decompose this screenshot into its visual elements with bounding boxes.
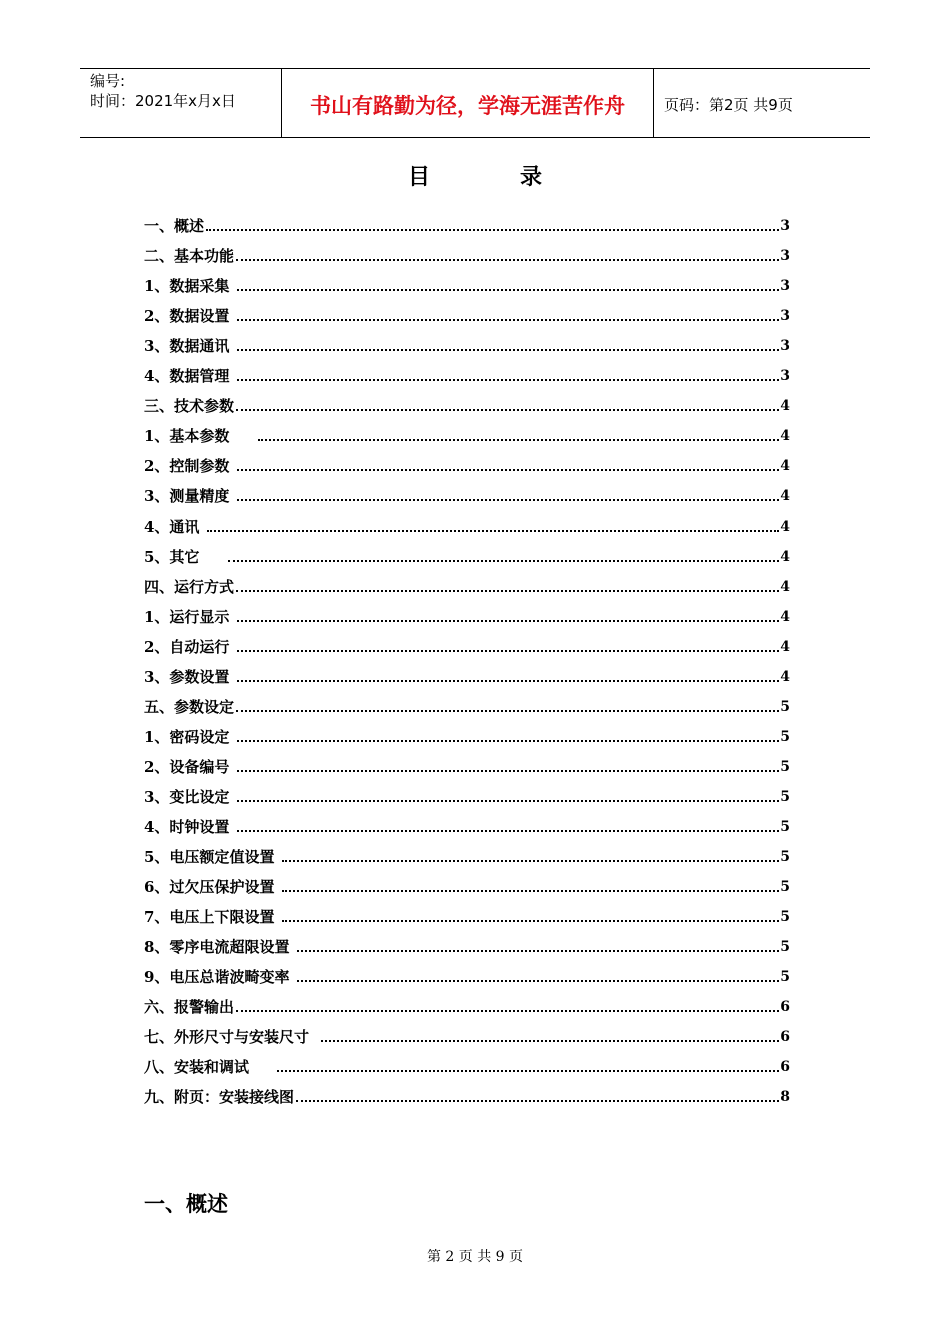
toc-entry-title: 1、基本参数: [144, 427, 256, 446]
header-meta: [80, 69, 281, 137]
toc-entry-title: 五、参数设定: [144, 697, 235, 716]
toc-leader-dots: [237, 680, 780, 682]
toc-leader-dots: [282, 920, 780, 922]
toc-entry[interactable]: [144, 391, 790, 421]
page-footer: 第 2 页 共 9 页: [426, 1249, 524, 1265]
toc-entry-page: 5: [780, 849, 790, 866]
toc-leader-dots: [321, 1040, 779, 1042]
toc-entry-title: 六、报警输出: [144, 998, 235, 1017]
toc-leader-dots: [228, 560, 780, 562]
toc-entry-page: 5: [780, 698, 790, 715]
toc-entry[interactable]: [144, 662, 790, 692]
toc-entry-title: 5、其它: [144, 547, 226, 566]
section-heading: 一、概述: [144, 1191, 228, 1216]
toc-entry[interactable]: [144, 752, 790, 782]
toc-entry-page: 5: [780, 758, 790, 775]
toc-entry-title: 一、概述: [144, 217, 205, 236]
toc-entry-title: 5、电压额定值设置: [144, 848, 280, 867]
toc-entry-title: 九、附页：安装接线图: [144, 1088, 295, 1107]
toc-leader-dots: [237, 770, 780, 772]
toc-entry-page: 4: [780, 638, 790, 655]
toc-leader-dots: [236, 409, 779, 411]
toc-entry-title: 3、变比设定: [144, 787, 235, 806]
toc-entry[interactable]: [144, 1082, 790, 1112]
toc-leader-dots: [237, 800, 780, 802]
toc-leader-dots: [206, 229, 779, 231]
toc-entry-page: 3: [780, 218, 790, 235]
toc-entry[interactable]: [144, 542, 790, 572]
toc-entry-title: 四、运行方式: [144, 577, 235, 596]
toc-entry-page: 5: [780, 728, 790, 745]
toc-leader-dots: [237, 650, 780, 652]
toc-leader-dots: [237, 469, 780, 471]
toc-entry-title: 1、密码设定: [144, 727, 235, 746]
table-of-contents: [144, 211, 790, 1112]
toc-entry-title: 9、电压总谐波畸变率: [144, 968, 295, 987]
toc-title: [0, 160, 950, 191]
toc-entry-page: 4: [780, 428, 790, 445]
toc-leader-dots: [237, 289, 780, 291]
toc-entry-page: 4: [780, 458, 790, 475]
toc-entry-title: 4、通讯: [144, 517, 205, 536]
header-page-info: 页码：第2页 共9页: [664, 95, 793, 114]
toc-leader-dots: [282, 890, 780, 892]
toc-leader-dots: [282, 860, 780, 862]
toc-entry[interactable]: [144, 872, 790, 902]
document-time-label: 时间：2021年x月x日: [90, 92, 236, 110]
toc-entry-title: 3、数据通讯: [144, 337, 235, 356]
toc-entry-page: 3: [780, 308, 790, 325]
toc-entry[interactable]: [144, 932, 790, 962]
toc-entry-page: 4: [780, 668, 790, 685]
toc-entry-page: 5: [780, 818, 790, 835]
toc-entry[interactable]: [144, 481, 790, 511]
toc-entry-title: 2、控制参数: [144, 457, 235, 476]
toc-entry-title: 三、技术参数: [144, 397, 235, 416]
toc-entry[interactable]: [144, 301, 790, 331]
toc-entry[interactable]: [144, 1022, 790, 1052]
toc-entry-title: 3、参数设置: [144, 667, 235, 686]
toc-leader-dots: [277, 1070, 779, 1072]
toc-entry-title: 4、数据管理: [144, 367, 235, 386]
toc-entry-page: 4: [780, 398, 790, 415]
toc-leader-dots: [207, 530, 780, 532]
document-number-label: 编号:: [90, 72, 126, 90]
page-header: [80, 68, 870, 138]
toc-entry[interactable]: [144, 962, 790, 992]
toc-leader-dots: [237, 620, 780, 622]
toc-entry-title: 2、数据设置: [144, 307, 235, 326]
toc-entry[interactable]: [144, 572, 790, 602]
header-motto: 书山有路勤为径，学海无涯苦作舟: [281, 69, 654, 137]
toc-entry-page: 4: [780, 548, 790, 565]
toc-entry[interactable]: [144, 812, 790, 842]
toc-entry-title: 8、零序电流超限设置: [144, 938, 295, 957]
toc-entry-page: 6: [780, 1059, 790, 1076]
toc-leader-dots: [237, 499, 780, 501]
toc-entry[interactable]: [144, 241, 790, 271]
toc-leader-dots: [297, 980, 780, 982]
toc-leader-dots: [236, 710, 779, 712]
toc-title-right: 录: [520, 164, 543, 190]
toc-title-left: 目: [407, 164, 430, 190]
toc-leader-dots: [236, 590, 779, 592]
toc-entry-title: 1、数据采集: [144, 277, 235, 296]
toc-entry[interactable]: [144, 992, 790, 1022]
toc-entry[interactable]: [144, 632, 790, 662]
toc-entry-page: 5: [780, 939, 790, 956]
toc-entry-title: 1、运行显示: [144, 607, 235, 626]
toc-entry-title: 七、外形尺寸与安装尺寸: [144, 1028, 320, 1047]
toc-entry-title: 4、时钟设置: [144, 817, 235, 836]
toc-entry[interactable]: [144, 902, 790, 932]
toc-entry-title: 2、设备编号: [144, 757, 235, 776]
toc-entry-page: 4: [780, 608, 790, 625]
toc-entry[interactable]: [144, 361, 790, 391]
toc-entry-page: 6: [780, 999, 790, 1016]
toc-entry-page: 3: [780, 338, 790, 355]
toc-entry[interactable]: [144, 331, 790, 361]
toc-entry[interactable]: [144, 602, 790, 632]
toc-entry[interactable]: [144, 451, 790, 481]
toc-entry-title: 3、测量精度: [144, 487, 235, 506]
toc-leader-dots: [258, 439, 780, 441]
toc-entry-title: 八、安装和调试: [144, 1058, 276, 1077]
toc-entry-page: 3: [780, 278, 790, 295]
toc-entry-page: 6: [780, 1029, 790, 1046]
toc-leader-dots: [296, 1100, 779, 1102]
toc-entry[interactable]: [144, 511, 790, 541]
toc-entry[interactable]: [144, 1052, 790, 1082]
toc-leader-dots: [237, 379, 780, 381]
toc-entry-page: 5: [780, 788, 790, 805]
toc-entry-title: 二、基本功能: [144, 247, 235, 266]
toc-entry-page: 3: [780, 368, 790, 385]
toc-entry[interactable]: [144, 421, 790, 451]
toc-entry[interactable]: [144, 722, 790, 752]
toc-leader-dots: [237, 740, 780, 742]
toc-entry-page: 4: [780, 578, 790, 595]
toc-entry-page: 8: [780, 1089, 790, 1106]
toc-entry-title: 2、自动运行: [144, 637, 235, 656]
toc-entry[interactable]: [144, 211, 790, 241]
toc-leader-dots: [237, 830, 780, 832]
toc-leader-dots: [297, 950, 780, 952]
toc-entry[interactable]: [144, 692, 790, 722]
toc-entry-title: 7、电压上下限设置: [144, 908, 280, 927]
toc-entry-page: 5: [780, 909, 790, 926]
toc-entry-page: 5: [780, 879, 790, 896]
toc-entry-page: 5: [780, 969, 790, 986]
toc-entry[interactable]: [144, 782, 790, 812]
toc-entry-page: 4: [780, 488, 790, 505]
toc-leader-dots: [237, 319, 780, 321]
toc-entry[interactable]: [144, 842, 790, 872]
toc-leader-dots: [236, 259, 779, 261]
toc-entry-page: 4: [780, 518, 790, 535]
toc-leader-dots: [236, 1010, 779, 1012]
toc-leader-dots: [237, 349, 780, 351]
toc-entry-title: 6、过欠压保护设置: [144, 878, 280, 897]
toc-entry-page: 3: [780, 248, 790, 265]
toc-entry[interactable]: [144, 271, 790, 301]
